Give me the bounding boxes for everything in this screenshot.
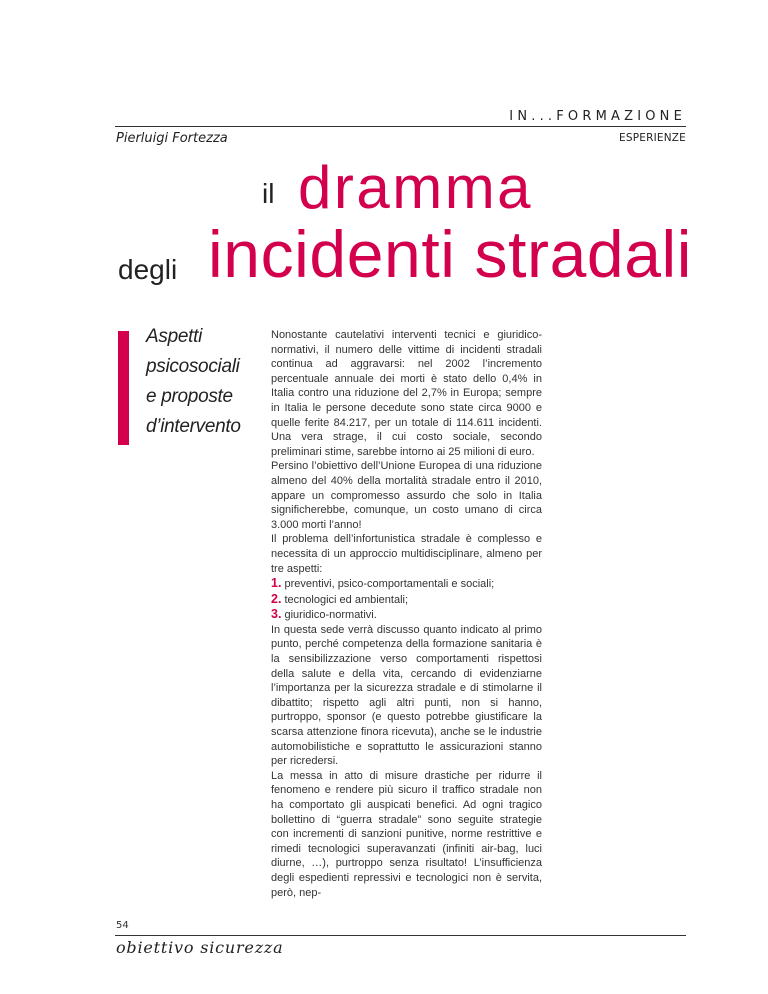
magazine-name: obiettivo sicurezza xyxy=(116,938,284,957)
list-text: giuridico-normativi. xyxy=(284,609,377,622)
paragraph: La messa in atto di misure drastiche per ridurre il fenomeno e rendere più sicuro il traffico stradale non ha comportato gli auspicati benefici. Ad ogni tragico bollettino di “guerra stradale” sono seguite strategie con incrementi di sanzioni punitive, norme restrittive e rimedi tecnologici superavanzati (infiniti air-bag, luci diurne, …), purtroppo senza risultato! L’insufficienza degli espedienti repressivi e tecnologici non è servita, però, nep- xyxy=(271,769,542,899)
title-il: il xyxy=(262,178,275,209)
list-text: tecnologici ed ambientali; xyxy=(284,593,409,606)
paragraph: In questa sede verrà discusso quanto indicato al primo punto, perché competenza della formazione sanitaria è la sensibilizzazione verso comportamenti rispettosi della salute e della vita, cercando di evidenziarne l’importanza per la sicurezza stradale e di stimolarne il dibattito; rispetto agli altri punti, non si hanno, purtroppo, sponsor (e questo potrebbe giustificare la scarsa attenzione finora ricevuta), anche se le industrie automobilistiche e soprattutto le assicurazioni stanno per ricredersi. xyxy=(271,623,542,768)
list-item xyxy=(271,592,542,608)
sidebar-line: Aspetti xyxy=(146,326,202,347)
paragraph: Nonostante cautelativi interventi tecnici e giuridico-normativi, il numero delle vittime di incidenti stradali continua ad aggravarsi: nel 2002 l’incremento percentuale annuale dei morti è stato dello 0,4% in Italia contro una riduzione del 2,7% in Europa; sempre in Italia le persone decedute sono state circa 9000 e quelle ferite 84.217, per un totale di 114.611 incidenti. Una vera strage, il cui costo sociale, secondo preliminari stime, sarebbe intorno ai 25 milioni di euro. xyxy=(271,329,542,458)
header-rule xyxy=(115,126,686,127)
sidebar-subtitle xyxy=(146,322,256,442)
sidebar-accent-bar xyxy=(118,331,129,445)
list-item xyxy=(271,576,542,592)
paragraph: Persino l’obiettivo dell’Unione Europea di una riduzione almeno del 40% della mortalità stradale entro il 2010, appare un compromesso assurdo che solo in Italia significherebbe, comunque, un costo umano di circa 3.000 morti l’anno! xyxy=(271,460,542,531)
sidebar-line: e proposte xyxy=(146,386,233,407)
paragraph: Il problema dell’infortunistica stradale è complesso e necessita di un approccio multidisciplinare, almeno per tre aspetti: xyxy=(271,533,542,575)
aspects-list xyxy=(271,576,542,623)
page-number: 54 xyxy=(116,920,129,931)
list-text: preventivi, psico-comportamentali e sociali; xyxy=(284,578,495,591)
section-title: IN...FORMAZIONE xyxy=(509,109,686,124)
subsection-title: ESPERIENZE xyxy=(619,132,686,144)
sidebar-line: psicosociali xyxy=(146,356,240,377)
sidebar-line: d’intervento xyxy=(146,416,241,437)
list-number: 1. xyxy=(271,576,282,591)
list-item xyxy=(271,607,542,623)
list-number: 2. xyxy=(271,591,282,606)
title-incidenti-stradali: incidenti stradali xyxy=(208,217,693,291)
footer-rule xyxy=(115,935,686,936)
author-name: Pierluigi Fortezza xyxy=(116,131,228,146)
title-dramma: dramma xyxy=(298,154,534,221)
article-body xyxy=(271,328,542,900)
title-degli: degli xyxy=(118,254,178,285)
list-number: 3. xyxy=(271,607,282,622)
